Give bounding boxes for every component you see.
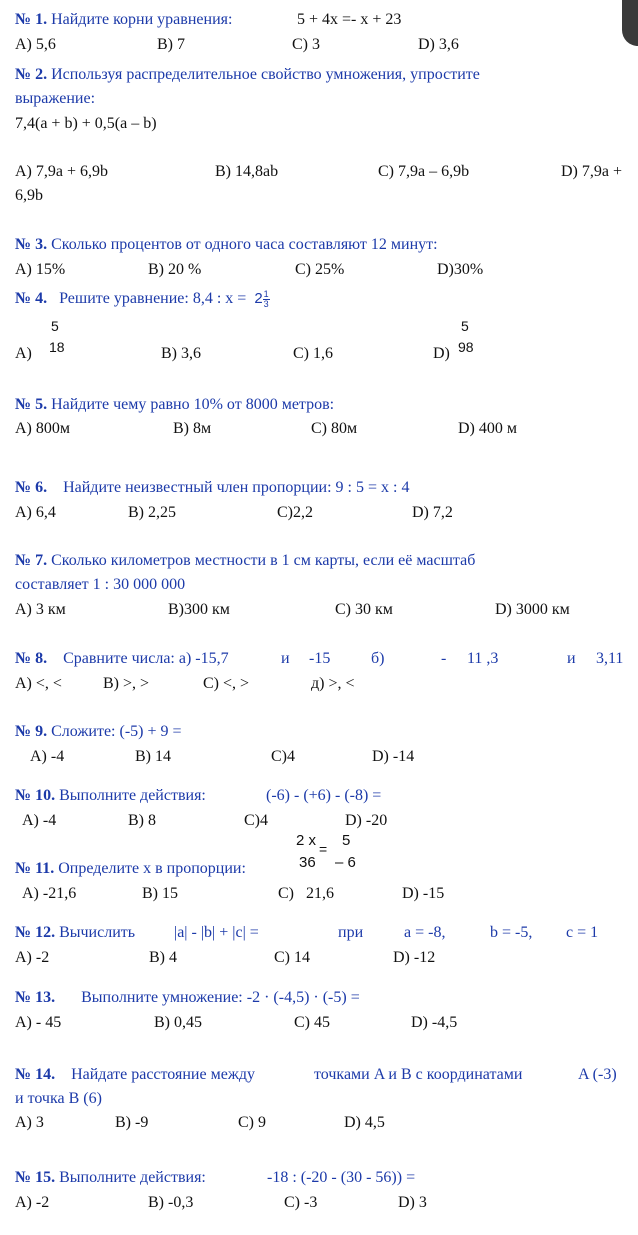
task-number: № 4. [15,290,48,308]
fraction-1-den: 36 [299,854,316,871]
answer: B) 4 [149,949,177,966]
task-number: № 13. [15,989,56,1006]
answer: B) 15 [142,885,178,902]
task-text-cont: составляет 1 : 30 000 000 [15,576,186,593]
task-number: № 3. [15,236,48,253]
answer: A) -4 [30,748,65,765]
task-text: Сколько километров местности в 1 см карты, если её масштаб [51,552,476,569]
equals-sign: = [319,841,328,857]
task-text: Сколько процентов от одного часа составляют 12 минут: [51,236,438,253]
task-text: Найдите корни уравнения: [51,11,233,28]
task-11-question [15,861,246,877]
answer: D) -15 [402,885,445,902]
fraction-d-num: 5 [461,318,469,334]
value-b: b = -5, [490,924,533,941]
answer: B)300 км [168,601,230,618]
task-text: Сложите: (-5) + 9 = [51,723,182,740]
answer: B) 14,8ab [215,163,279,180]
numerator: 1 [263,289,269,299]
answer: C) 9 [238,1114,266,1131]
and-word: и [281,650,290,667]
task-12-expr: |a| - |b| + |c| = [174,924,259,941]
fraction-2-den: – 6 [335,854,356,871]
answer: D)30% [437,261,484,278]
task-text: Найдите чему равно 10% от 8000 метров: [51,396,335,413]
task-13-question [15,990,360,1006]
answer: A) -4 [22,812,57,829]
value: 11 ,3 [467,650,499,667]
answer: B) -9 [115,1114,149,1131]
and-word: и [567,650,576,667]
task-text: Найдате расстояние между [71,1066,256,1083]
task-text-cont: выражение: [15,90,96,107]
task-2-expr: 7,4(a + b) + 0,5(a – b) [15,115,157,132]
answer: C) 7,9a – 6,9b [378,163,470,180]
task-text-part: точками A и B с координатами [314,1066,523,1083]
task-number: № 15. [15,1169,56,1186]
answer: B) >, > [103,675,150,692]
task-9-question [15,724,182,740]
answer: B) 14 [135,748,171,765]
answer: C) 45 [294,1014,330,1031]
task-number: № 6. [15,479,48,496]
answer: D) 7,2 [412,504,453,521]
task-14-question [15,1067,255,1083]
answer: C) 25% [295,261,345,278]
answer: D) -12 [393,949,436,966]
answer: C) 21,6 [278,885,334,902]
task-6-question [15,480,409,496]
answer: D) -14 [372,748,415,765]
answer: B) 8м [173,420,212,437]
task-2-question [15,67,480,83]
task-4-question [15,290,270,309]
answer: C)4 [271,748,295,765]
task-text: Определите x в пропорции: [58,860,246,877]
task-text: Найдите неизвестный член пропорции: 9 : 5 = x : 4 [63,479,410,496]
task-text-part: A (-3) [578,1066,617,1083]
task-number: № 11. [15,860,55,877]
answer: C) -3 [284,1194,318,1211]
task-text: Выполните умножение: -2 · (-4,5) · (-5) = [81,989,360,1006]
mixed-fraction [263,290,270,309]
fraction-2-num: 5 [342,832,351,849]
task-text: Выполните действия: [59,787,206,804]
answer: A) - 45 [15,1014,62,1031]
task-10-question [15,788,206,804]
task-number: № 14. [15,1066,56,1083]
part-b: б) [371,650,385,667]
answer: C)2,2 [277,504,313,521]
answer: C) 14 [274,949,310,966]
answer: A) 5,6 [15,36,56,53]
value: 3,11 [596,650,624,667]
answer: A) -21,6 [22,885,77,902]
answer: B) 8 [128,812,156,829]
task-number: № 7. [15,552,48,569]
task-text: Решите уравнение: 8,4 : x = [59,290,247,308]
condition-word: при [338,924,364,941]
task-number: № 2. [15,66,48,83]
answer: A) 3 [15,1114,44,1131]
task-text: Вычислить [59,924,136,941]
minus-sign: - [441,650,447,667]
task-number: № 10. [15,787,56,804]
answer: C) 80м [311,420,358,437]
task-number: № 5. [15,396,48,413]
task-3-question [15,237,438,253]
task-number: № 8. [15,650,48,667]
value: -15 [309,650,331,667]
answer: B) 2,25 [128,504,176,521]
answer: A) <, < [15,675,62,692]
fraction-1-num: 2 x [296,832,317,849]
answer: A) 6,4 [15,504,56,521]
task-number: № 1. [15,11,48,28]
task-12-question [15,925,135,941]
value-a: a = -8, [404,924,446,941]
answer: D) 400 м [458,420,518,437]
answer: д) >, < [311,675,355,692]
fraction-a-num: 5 [51,318,59,334]
task-text-cont: и точка B (6) [15,1090,102,1107]
answer: D) 3 [398,1194,427,1211]
task-10-expr: (-6) - (+6) - (-8) = [266,787,382,804]
answer: D) [433,345,450,362]
answer: D) -20 [345,812,388,829]
answer-wrap: 6,9b [15,187,43,204]
answer: C) 3 [292,36,320,53]
answer: D) -4,5 [411,1014,458,1031]
task-15-expr: -18 : (-20 - (30 - 56)) = [267,1169,416,1186]
answer: D) 4,5 [344,1114,385,1131]
answer: A) 15% [15,261,66,278]
answer: A) 800м [15,420,71,437]
task-15-question [15,1170,206,1186]
answer: C) <, > [203,675,250,692]
mixed-whole: 2 [254,290,263,308]
task-8-question [15,651,229,667]
answer: D) 7,9a + [561,163,623,180]
fraction-a-den: 18 [49,339,65,355]
task-7-question [15,553,475,569]
denominator: 3 [263,299,269,309]
answer: A) -2 [15,949,50,966]
answer: C) 1,6 [293,345,333,362]
answer: C)4 [244,812,268,829]
fraction-d-den: 98 [458,339,474,355]
screen-corner [622,0,638,46]
answer: C) 30 км [335,601,393,618]
task-5-question [15,397,334,413]
answer: D) 3,6 [418,36,459,53]
answer: B) 3,6 [161,345,201,362]
task-text: Выполните действия: [59,1169,206,1186]
answer: A) 7,9a + 6,9b [15,163,109,180]
answer: B) -0,3 [148,1194,194,1211]
answer: A) [15,345,32,362]
task-text: Используя распределительное свойство умножения, упростите [51,66,480,83]
task-number: № 12. [15,924,56,941]
answer: B) 0,45 [154,1014,202,1031]
task-text: Сравните числа: а) -15,7 [63,650,229,667]
answer: A) -2 [15,1194,50,1211]
answer: D) 3000 км [495,601,570,618]
task-number: № 9. [15,723,48,740]
task-1-question [15,12,232,28]
answer: B) 20 % [148,261,202,278]
value-c: c = 1 [566,924,599,941]
answer: A) 3 км [15,601,66,618]
task-1-expr: 5 + 4x =- x + 23 [297,11,402,28]
answer: B) 7 [157,36,185,53]
